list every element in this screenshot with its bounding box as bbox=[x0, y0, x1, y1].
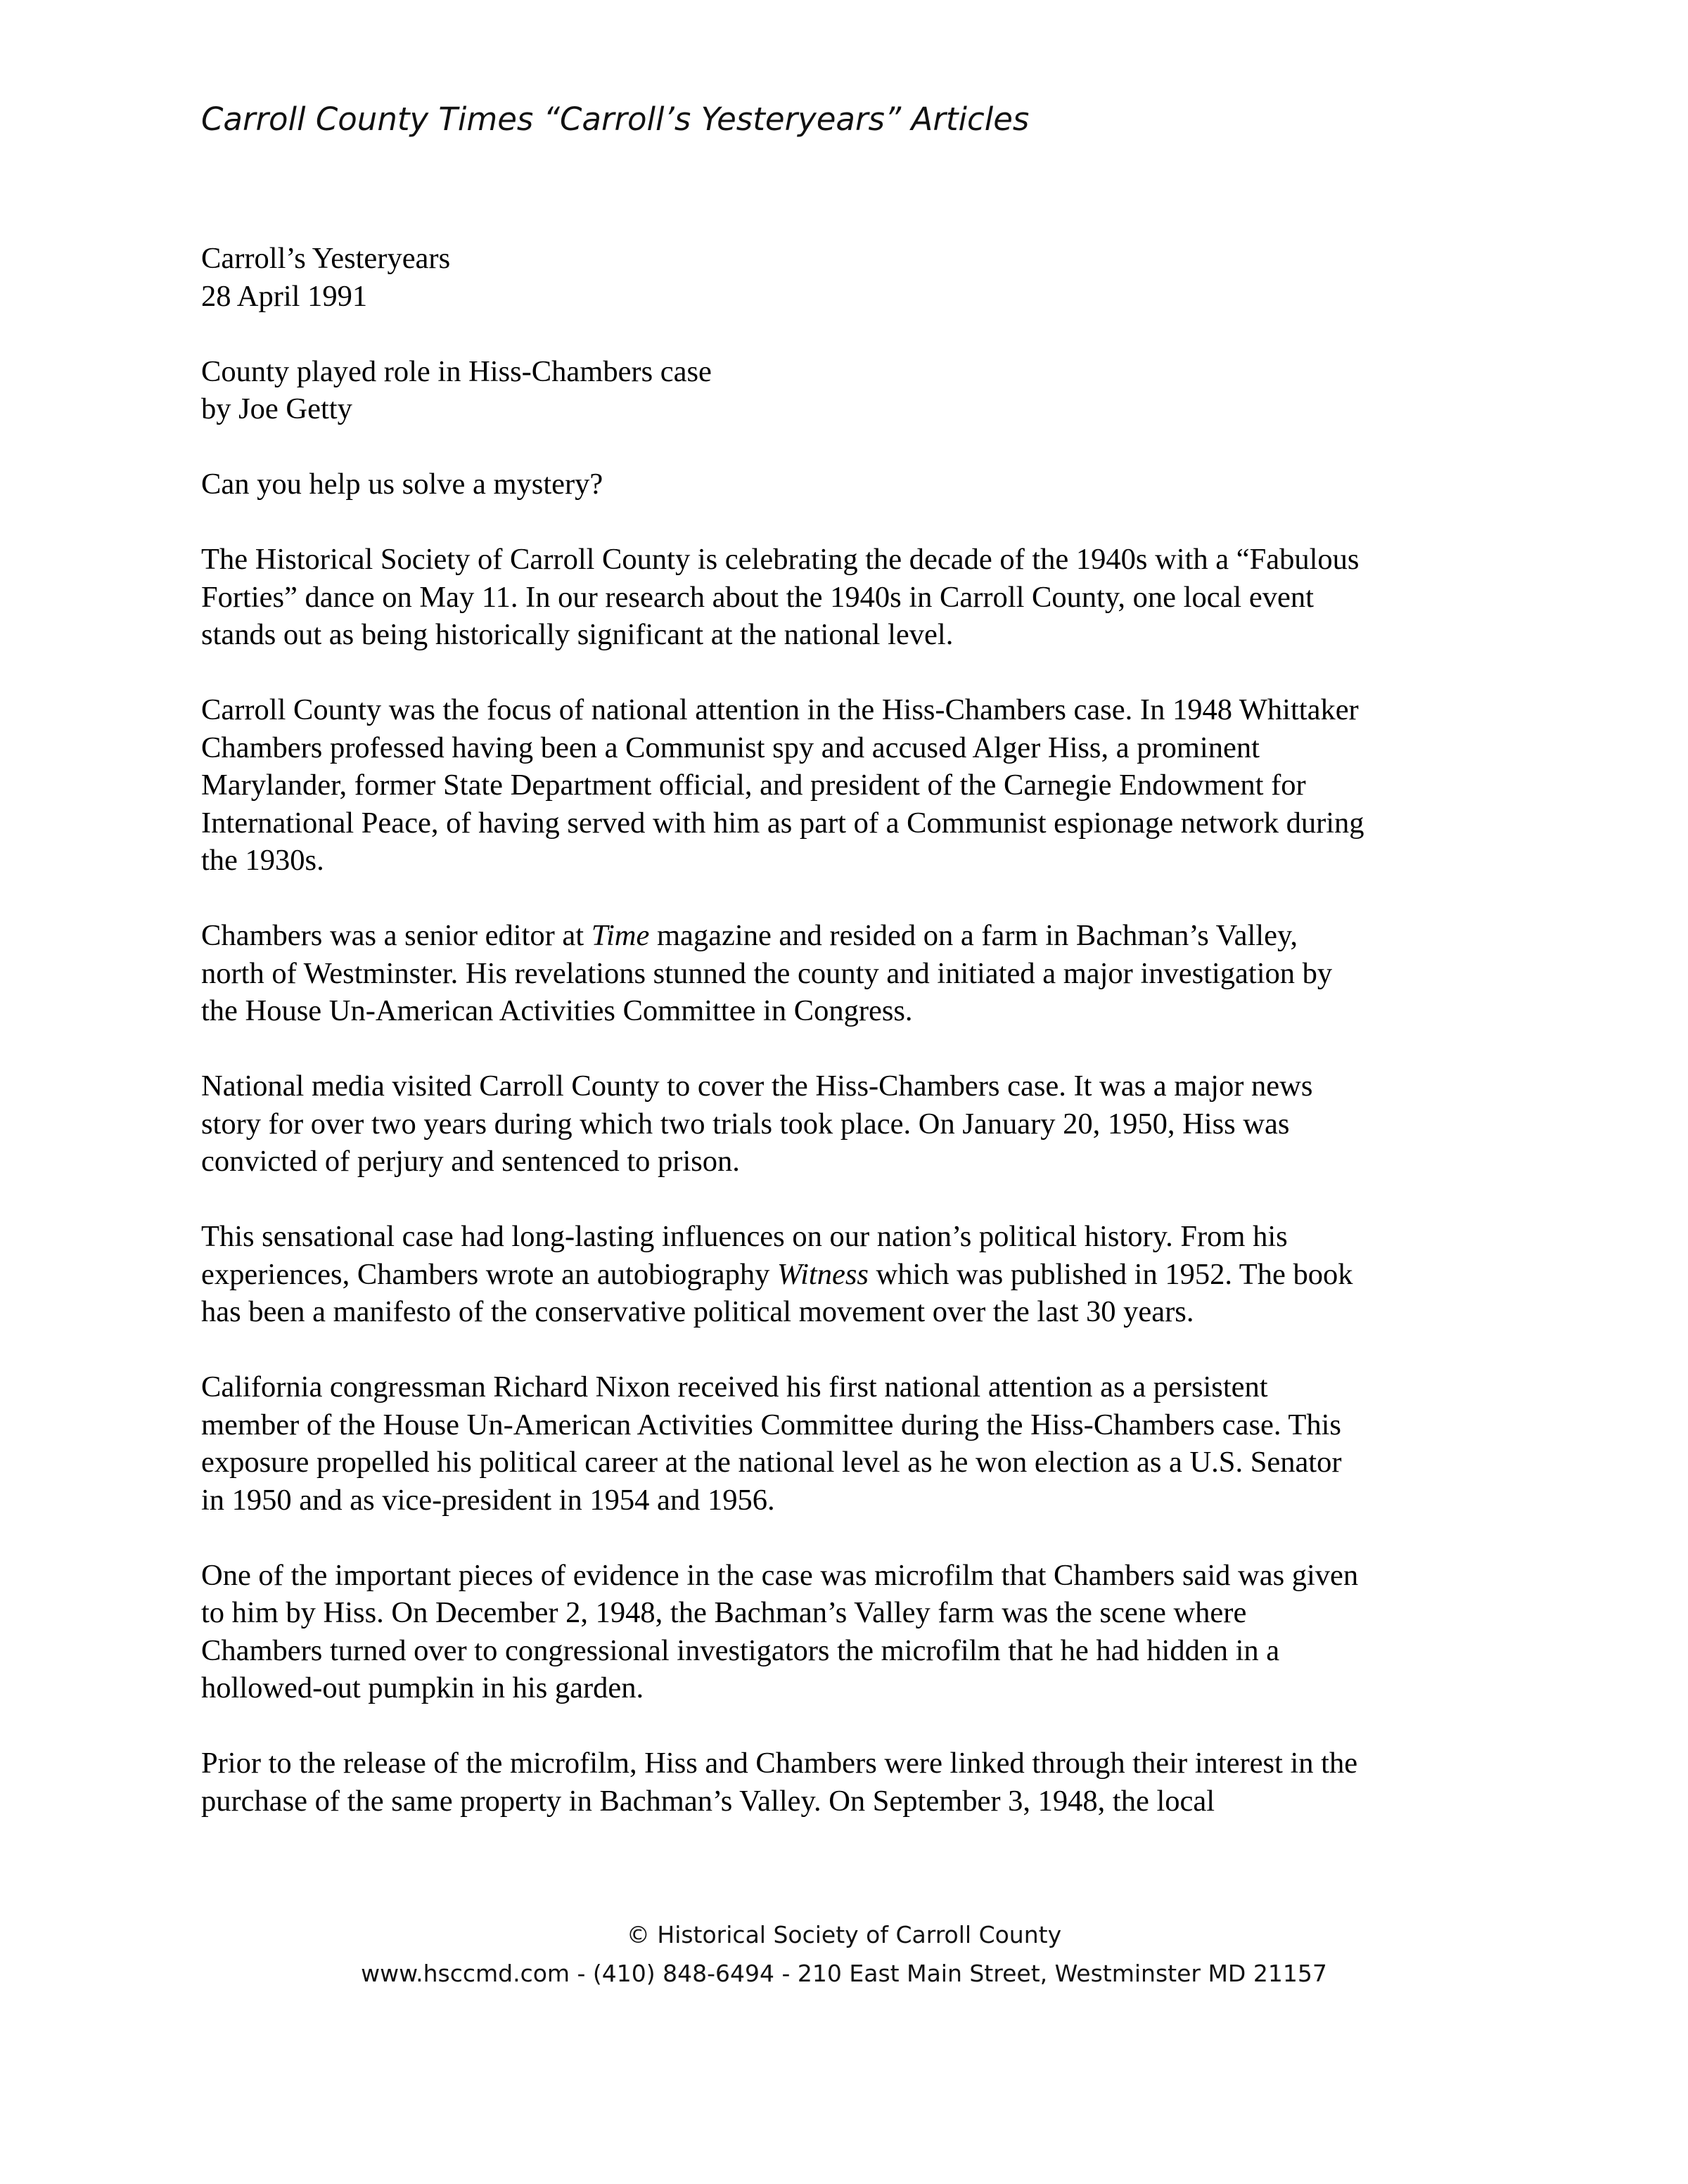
article-date: 28 April 1991 bbox=[201, 279, 368, 313]
paragraph bbox=[201, 1557, 1509, 1707]
footer-copyright: © Historical Society of Carroll County bbox=[626, 1921, 1062, 1948]
text-line: purchase of the same property in Bachman’s Valley. On September 3, 1948, the local bbox=[201, 1784, 1215, 1818]
text-line: The Historical Society of Carroll County is celebrating the decade of the 1940s with a “Fabulous bbox=[201, 543, 1360, 576]
text-line bbox=[201, 917, 1509, 955]
text-line: exposure propelled his political career at the national level as he won election as a U.S. Senator bbox=[201, 1446, 1342, 1479]
text-line: the 1930s. bbox=[201, 844, 324, 877]
paragraph bbox=[201, 465, 1509, 503]
text-line: Chambers professed having been a Communist spy and accused Alger Hiss, a prominent bbox=[201, 731, 1260, 764]
text-line: This sensational case had long-lasting influences on our nation’s political history. From his bbox=[201, 1220, 1288, 1253]
text-line: California congressman Richard Nixon received his first national attention as a persistent bbox=[201, 1370, 1268, 1403]
text-line: Chambers turned over to congressional investigators the microfilm that he had hidden in a bbox=[201, 1633, 1280, 1667]
paragraph bbox=[201, 1218, 1509, 1331]
text-line: in 1950 and as vice-president in 1954 and 1956. bbox=[201, 1483, 775, 1517]
paragraph bbox=[201, 1368, 1509, 1519]
article-meta bbox=[201, 240, 1509, 315]
text-line: to him by Hiss. On December 2, 1948, the Bachman’s Valley farm was the scene where bbox=[201, 1596, 1247, 1629]
text-line: International Peace, of having served with him as part of a Communist espionage network during bbox=[201, 806, 1364, 840]
text-run: which was published in 1952. The book bbox=[868, 1257, 1353, 1291]
magazine-title: Time bbox=[591, 919, 650, 952]
paragraph bbox=[201, 917, 1509, 1030]
book-title: Witness bbox=[777, 1257, 869, 1291]
text-line: One of the important pieces of evidence in the case was microfilm that Chambers said was given bbox=[201, 1558, 1359, 1592]
text-line: the House Un-American Activities Committee in Congress. bbox=[201, 994, 913, 1027]
text-run: magazine and resided on a farm in Bachman’s Valley, bbox=[649, 919, 1298, 952]
article-body bbox=[201, 240, 1509, 1858]
article-headline: County played role in Hiss-Chambers case bbox=[201, 354, 712, 388]
text-line: member of the House Un-American Activities Committee during the Hiss-Chambers case. This bbox=[201, 1408, 1341, 1441]
article-byline: by Joe Getty bbox=[201, 392, 352, 425]
paragraph bbox=[201, 691, 1509, 880]
paragraph bbox=[201, 1745, 1509, 1820]
text-line: hollowed-out pumpkin in his garden. bbox=[201, 1671, 644, 1704]
paragraph bbox=[201, 541, 1509, 654]
text-line: Forties” dance on May 11. In our research about the 1940s in Carroll County, one local event bbox=[201, 580, 1314, 614]
text-line: stands out as being historically significant at the national level. bbox=[201, 618, 954, 651]
column-name: Carroll’s Yesteryears bbox=[201, 242, 451, 275]
paragraph bbox=[201, 1067, 1509, 1181]
text-line: Prior to the release of the microfilm, Hiss and Chambers were linked through their interest in the bbox=[201, 1747, 1358, 1780]
text-line: National media visited Carroll County to cover the Hiss-Chambers case. It was a major news bbox=[201, 1069, 1313, 1103]
text-line: Can you help us solve a mystery? bbox=[201, 468, 603, 501]
article-title-block bbox=[201, 353, 1509, 428]
running-header: Carroll County Times “Carroll’s Yesteryears” Articles bbox=[201, 101, 1030, 138]
text-line: has been a manifesto of the conservative political movement over the last 30 years. bbox=[201, 1295, 1194, 1328]
text-run: experiences, Chambers wrote an autobiography bbox=[201, 1257, 778, 1291]
text-line: Carroll County was the focus of national attention in the Hiss-Chambers case. In 1948 Whittaker bbox=[201, 693, 1359, 726]
text-line: north of Westminster. His revelations stunned the county and initiated a major investigation by bbox=[201, 956, 1333, 990]
text-line bbox=[201, 1256, 1509, 1294]
text-line: story for over two years during which two trials took place. On January 20, 1950, Hiss was bbox=[201, 1107, 1290, 1141]
text-run: Chambers was a senior editor at bbox=[201, 919, 592, 952]
footer-contact: www.hsccmd.com - (410) 848-6494 - 210 East Main Street, Westminster MD 21157 bbox=[361, 1960, 1327, 1987]
page-footer bbox=[0, 1915, 1688, 1993]
text-line: Marylander, former State Department official, and president of the Carnegie Endowment for bbox=[201, 769, 1306, 802]
text-line: convicted of perjury and sentenced to prison. bbox=[201, 1145, 740, 1178]
